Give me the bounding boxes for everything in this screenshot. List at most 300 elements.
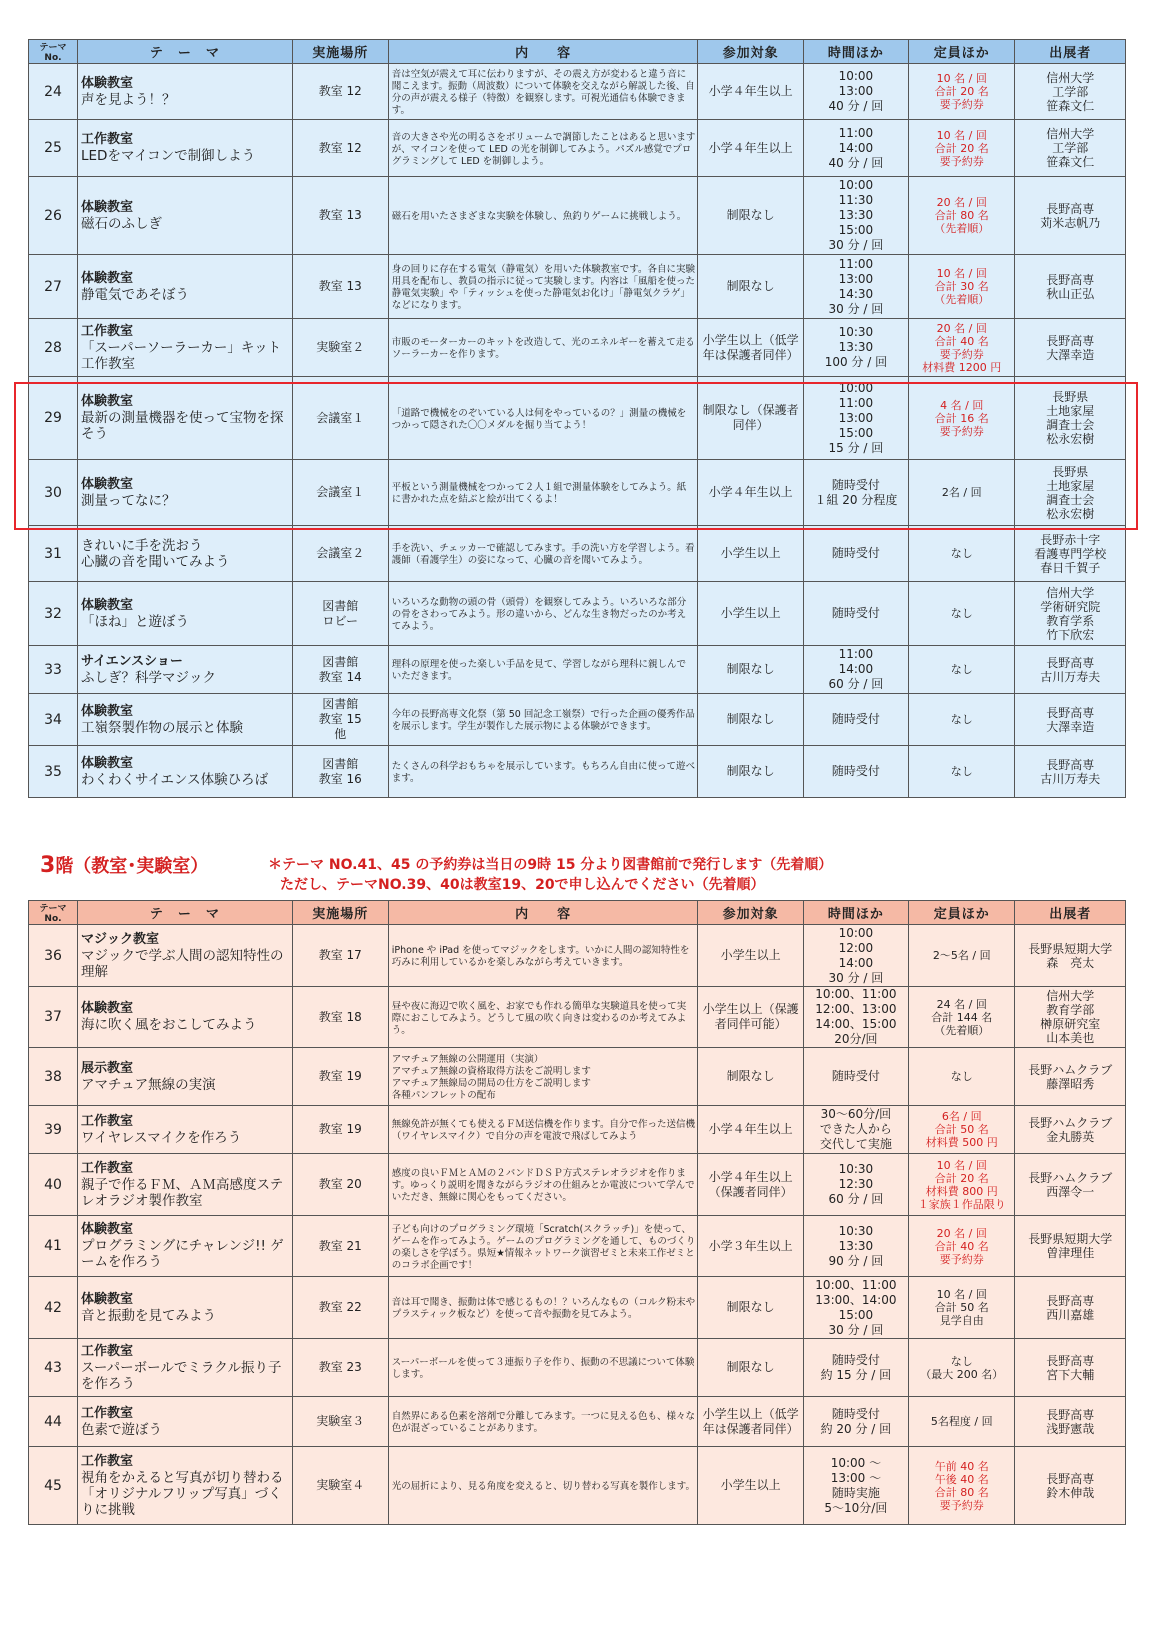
organizer-cell [1015,1339,1126,1397]
theme-category: マジック教室 [81,931,160,947]
time-line: 13:00 [838,84,874,98]
place-cell: 会議室１ [292,460,388,526]
organizer-cell [1015,377,1126,460]
theme-title: 静電気であそぼう [81,286,189,303]
capacity-line: 合計 50 名 [934,1301,989,1314]
theme-cell [78,582,293,646]
time-cell [803,694,908,746]
theme-category: 体験教室 [81,476,134,492]
theme-category: 工作教室 [81,1113,134,1129]
organizer-cell [1015,120,1126,177]
place-cell: 図書館 教室 16 [292,746,388,798]
capacity-line: 5名程度 / 回 [930,1415,993,1428]
organizer-cell [1015,1216,1126,1277]
theme-title: 声を見よう！？ [81,91,176,108]
theme-cell [78,1447,293,1525]
capacity-line: 合計 40 名 [934,334,989,348]
organizer-line: 学術研究院 [1040,599,1101,614]
time-line: 30 分 / 回 [828,238,884,252]
theme-cell [78,255,293,319]
table-row [29,1447,1126,1525]
time-line: 11:00 [838,647,874,661]
reservation-note-2: ただし、テーマNO.39、40は教室19、20で申し込んでください（先着順） [280,877,765,893]
time-line: 14:00 [838,140,874,155]
time-line: 10:00、11:00 [815,987,897,1001]
theme-title: スーパーボールでミラクル振り子を作ろう [81,1359,282,1392]
description-cell: 手を洗い、チェッカーで確認してみます。手の洗い方を学習しよう。看護師（看護学生）の姿になって、心臓の音を聞いてみよう。 [388,526,698,582]
header-target: 参加対象 [698,40,803,64]
target-cell: 制限なし [698,255,803,319]
capacity-line: なし [950,1070,973,1083]
capacity-cell [909,925,1015,987]
place-cell: 教室 21 [292,1216,388,1277]
capacity-line: 合計 20 名 [934,141,989,155]
organizer-line: 笹森文仁 [1046,98,1095,113]
theme-category: 体験教室 [81,199,134,215]
time-line: 30 分 / 回 [828,970,884,985]
target-cell: 小学生以上（保護者同伴可能） [698,987,803,1048]
organizer-line: 信州大学 [1046,585,1095,600]
capacity-cell [909,377,1015,460]
organizer-line: 長野高専 [1046,757,1095,772]
table-row [29,1154,1126,1216]
target-cell: 制限なし [698,177,803,255]
theme-category: サイエンスショー [81,653,183,669]
capacity-line: 要予約券 [939,1498,984,1512]
organizer-line: 工学部 [1052,141,1089,155]
theme-category: 工作教室 [81,323,134,339]
theme-category: 体験教室 [81,75,134,91]
description-cell: 理科の原理を使った楽しい手品を見て、学習しながら理科に親しんでいただきます。 [388,646,698,694]
place-cell: 教室 12 [292,120,388,177]
capacity-line: 合計 40 名 [934,1239,989,1253]
time-line: 15:00 [838,223,874,237]
description-cell: 市販のモーターカーのキットを改造して、光のエネルギーを蓄えて走るソーラーカーを作ります。 [388,319,698,377]
theme-cell [78,177,293,255]
organizer-cell [1015,1277,1126,1339]
target-cell: 小学生以上 [698,925,803,987]
organizer-line: 鈴木伸哉 [1046,1485,1095,1500]
theme-title: 最新の測量機器を使って宝物を探そう [81,410,284,442]
capacity-line: 材料費 800 円 [925,1184,998,1198]
table-row [29,255,1126,319]
theme-number: 38 [29,1048,78,1106]
theme-category: 展示教室 [81,1060,134,1076]
time-cell [803,120,908,177]
organizer-cell [1015,64,1126,120]
time-cell [803,460,908,526]
theme-cell [78,1154,293,1216]
time-cell [803,925,908,987]
capacity-line: 4 名 / 回 [940,398,984,412]
capacity-cell [909,1154,1015,1216]
place-cell: 実験室２ [292,319,388,377]
header-org: 出展者 [1015,901,1126,925]
organizer-line: 浅野憲哉 [1046,1421,1095,1436]
theme-number: 29 [29,377,78,460]
target-cell: 小学生以上（低学年は保護者同伴） [698,1397,803,1447]
time-cell [803,377,908,460]
time-cell [803,646,908,694]
theme-cell [78,1216,293,1277]
organizer-line: 長野ハムクラブ [1028,1062,1113,1077]
theme-number: 35 [29,746,78,798]
table-row [29,925,1126,987]
time-line: 14:00 [838,955,874,970]
organizer-cell [1015,1048,1126,1106]
time-cell [803,746,908,798]
theme-category: 工作教室 [81,1405,134,1421]
organizer-line: 長野県 [1052,464,1089,479]
organizer-line: 長野高専 [1046,201,1095,216]
organizer-line: 信州大学 [1046,989,1095,1003]
capacity-cell [909,1339,1015,1397]
capacity-cell [909,646,1015,694]
time-line: 10:30 [838,1223,874,1238]
theme-number: 31 [29,526,78,582]
organizer-line: 宮下大輔 [1046,1367,1095,1382]
table-row [29,582,1126,646]
organizer-line: 榊原研究室 [1040,1017,1101,1031]
capacity-line: 合計 80 名 [934,209,989,222]
organizer-line: 教育学系 [1046,613,1095,628]
description-cell: 音は空気が震えて耳に伝わりますが、その震え方が変わると違う音に聞こえます。振動（周波数）について体験を交えながら解説した後、自分の声が震える様子（特徴）を観察します。可視光通信も体験できます。 [388,64,698,120]
time-line: 13:30 [838,1238,874,1253]
time-cell [803,1216,908,1277]
capacity-line: 10 名 / 回 [936,128,987,142]
time-line: 100 分 / 回 [824,355,888,369]
place-cell: 図書館 教室 14 [292,646,388,694]
time-line: 60 分 / 回 [828,677,884,691]
theme-cell [78,460,293,526]
capacity-line: １家族１作品限り [917,1197,1006,1211]
table-row [29,1339,1126,1397]
description-cell: 今年の長野高専文化祭（第 50 回記念工嶺祭）で行った企画の優秀作品を展示します。学生が製作した展示物による体験ができます。 [388,694,698,746]
capacity-cell [909,582,1015,646]
time-line: 30 分 / 回 [828,301,884,316]
theme-title: 音と振動を見てみよう [81,1307,216,1324]
time-line: 13:30 [838,340,874,354]
capacity-line: 10 名 / 回 [936,1158,987,1172]
theme-category: 工作教室 [81,132,134,147]
theme-number: 43 [29,1339,78,1397]
theme-title: 海に吹く風をおこしてみよう [81,1017,257,1033]
organizer-line: 長野高専 [1046,1407,1095,1422]
theme-cell [78,1106,293,1154]
time-line: 随時受付 [831,1352,880,1367]
capacity-line: なし [950,663,973,676]
time-cell [803,177,908,255]
target-cell: 小学生以上 [698,582,803,646]
organizer-line: 笹森文仁 [1046,155,1095,169]
theme-cell [78,646,293,694]
theme-number: 28 [29,319,78,377]
time-cell [803,1277,908,1339]
organizer-line: 長野ハムクラブ [1028,1115,1113,1130]
place-cell: 教室 18 [292,987,388,1048]
table-row [29,1216,1126,1277]
table-header-row [29,901,1126,925]
theme-number: 32 [29,582,78,646]
organizer-line: 古川万寿夫 [1040,771,1101,786]
time-line: 約 15 分 / 回 [820,1367,892,1382]
description-cell: いろいろな動物の頭の骨（頭骨）を観察してみよう。いろいろな部分の骨をさわってみよう。形の違いから、どんな生き物だったのか考えてみよう。 [388,582,698,646]
organizer-cell [1015,746,1126,798]
theme-cell [78,925,293,987]
place-cell: 教室 17 [292,925,388,987]
theme-cell [78,1339,293,1397]
place-cell: 教室 22 [292,1277,388,1339]
capacity-line: （先着順） [934,293,990,306]
organizer-cell [1015,255,1126,319]
capacity-line: 合計 50 名 [934,1123,989,1136]
target-cell: 小学４年生以上（保護者同伴） [698,1154,803,1216]
capacity-cell [909,1447,1015,1525]
capacity-line: なし [950,1354,973,1368]
organizer-line: 春日千賀子 [1040,560,1101,575]
description-cell: 「道路で機械をのぞいている人は何をやっているの？」測量の機械をつかって隠された〇〇メダルを掘り当てよう！ [388,377,698,460]
time-line: 30～60分/回 [820,1107,892,1121]
theme-title: 色素で遊ぼう [81,1421,162,1438]
organizer-line: 松永宏樹 [1046,432,1095,446]
capacity-cell [909,526,1015,582]
capacity-cell [909,1106,1015,1154]
time-line: 11:00 [838,395,874,410]
theme-category: 体験教室 [81,1001,134,1016]
time-line: 13:00 ～ [830,1470,882,1485]
organizer-line: 教育学部 [1046,1003,1095,1017]
theme-cell [78,1048,293,1106]
capacity-line: 合計 20 名 [934,1171,989,1185]
section-floor-label: 階（教室･実験室） [55,856,209,877]
organizer-line: 長野高専 [1046,1353,1095,1368]
organizer-cell [1015,987,1126,1048]
table-row [29,319,1126,377]
theme-cell [78,120,293,177]
theme-number: 39 [29,1106,78,1154]
capacity-cell [909,64,1015,120]
organizer-line: 調査士会 [1046,492,1095,507]
time-cell [803,582,908,646]
organizer-line: 大澤幸造 [1046,719,1095,734]
description-cell: 音の大きさや光の明るさをボリュームで調節したことはあると思いますが、マイコンを使って LED の光を制御してみよう。パズル感覚でプログラミングして LED を制御しよう。 [388,120,698,177]
time-cell [803,1106,908,1154]
description-cell: 身の回りに存在する電気（静電気）を用いた体験教室です。各自に実験用具を配布し、教員の指示に従って実験します。内容は「風船を使った静電気実験」や「ティッシュを使った静電気お化け」「静電気クラゲ」などになります。 [388,255,698,319]
time-line: 15:00 [838,425,874,440]
organizer-cell [1015,925,1126,987]
organizer-line: 土地家屋 [1046,478,1095,493]
time-line: 随時受付 [831,546,880,560]
time-cell [803,64,908,120]
time-cell [803,319,908,377]
capacity-cell [909,1277,1015,1339]
organizer-line: 長野高専 [1046,333,1095,348]
header-capacity: 定員ほか [909,901,1015,925]
table-row [29,1397,1126,1447]
theme-number: 42 [29,1277,78,1339]
theme-cell [78,694,293,746]
capacity-line: なし [950,713,973,726]
place-cell: 実験室３ [292,1397,388,1447]
organizer-line: 金丸勝英 [1046,1129,1095,1144]
header-desc: 内 容 [388,901,698,925]
capacity-cell [909,1216,1015,1277]
table-row [29,746,1126,798]
header-place: 実施場所 [292,40,388,64]
description-cell: 音は耳で聞き、振動は体で感じるもの！？いろんなもの（コルク粉末やプラスティック板など）を使って音や振動を見てみよう。 [388,1277,698,1339]
capacity-line: 10 名 / 回 [936,267,987,280]
organizer-line: 長野県短期大学 [1028,941,1113,956]
capacity-cell [909,460,1015,526]
theme-category: 体験教室 [81,270,134,286]
capacity-line: （最大 200 名） [920,1367,1004,1381]
capacity-cell [909,177,1015,255]
target-cell: 小学生以上 [698,526,803,582]
time-line: 随時受付 [831,1406,880,1421]
time-line: 12:30 [838,1177,874,1191]
organizer-line: 長野高専 [1046,1293,1095,1308]
table-row [29,526,1126,582]
theme-category: 体験教室 [81,394,134,409]
theme-title: マジックで学ぶ人間の認知特性の理解 [81,947,284,980]
organizer-line: 長野高専 [1046,272,1095,287]
organizer-cell [1015,526,1126,582]
description-cell: スーパーボールを使って３連振り子を作り、振動の不思議について体験します。 [388,1339,698,1397]
theme-title: 「ほね」と遊ぼう [81,613,189,630]
theme-title: 測量ってなに？ [81,492,176,509]
organizer-line: 秋山正弘 [1046,286,1095,301]
capacity-line: 合計 144 名 [931,1010,993,1024]
time-line: 随時実施 [831,1485,880,1500]
organizer-cell [1015,646,1126,694]
table-row [29,177,1126,255]
capacity-cell [909,120,1015,177]
capacity-cell [909,1048,1015,1106]
theme-cell [78,1397,293,1447]
organizer-line: 長野ハムクラブ [1028,1170,1113,1185]
organizer-line: 信州大学 [1046,70,1095,85]
time-line: 随時受付 [831,712,880,726]
theme-number: 37 [29,987,78,1048]
theme-title: LEDをマイコンで制御しよう [81,148,256,164]
theme-category: 工作教室 [81,1343,134,1359]
organizer-cell [1015,582,1126,646]
target-cell: 制限なし [698,1048,803,1106]
capacity-line: 材料費 500 円 [925,1136,998,1149]
capacity-cell [909,255,1015,319]
table-row [29,120,1126,177]
time-line: 15 分 / 回 [828,440,884,455]
organizer-line: 土地家屋 [1046,404,1095,418]
theme-category: 体験教室 [81,755,134,771]
organizer-line: 長野県短期大学 [1028,1232,1113,1246]
capacity-line: 合計 20 名 [934,85,989,98]
time-line: 交代して実施 [819,1137,892,1151]
time-line: 15:00 [838,1307,874,1322]
organizer-line: 山本美也 [1046,1031,1095,1045]
theme-category: 体験教室 [81,1222,134,1237]
target-cell: 制限なし [698,746,803,798]
place-cell: 教室 20 [292,1154,388,1216]
capacity-line: 材料費 1200 円 [922,360,1002,374]
time-line: 13:00 [838,410,874,425]
target-cell: 制限なし（保護者同伴） [698,377,803,460]
program-table-1 [28,39,1126,798]
time-line: 10:00 [838,380,874,395]
theme-title: きれいに手を洗おう 心臓の音を聞いてみよう [81,537,230,570]
capacity-line: （先着順） [934,222,990,235]
time-line: 11:00 [838,125,874,140]
description-cell: 無線免許が無くても使えるＦＭ送信機を作ります。自分で作った送信機（ワイヤレスマイク）で自分の声を電波で飛ばしてみよう [388,1106,698,1154]
table-row [29,460,1126,526]
theme-title: 工嶺祭製作物の展示と体験 [81,719,243,736]
target-cell: 小学３年生以上 [698,1216,803,1277]
place-cell: 実験室４ [292,1447,388,1525]
time-line: 10:00 [838,925,874,940]
time-cell [803,1048,908,1106]
time-line: 5～10分/回 [824,1500,888,1515]
header-time: 時間ほか [803,901,908,925]
time-line: できた人から [819,1122,892,1136]
organizer-line: 大澤幸造 [1046,347,1095,362]
header-no: テーマNo. [29,40,78,64]
capacity-line: 要予約券 [939,1252,984,1266]
organizer-line: 長野赤十字 [1040,532,1101,547]
capacity-line: 合計 16 名 [934,411,989,425]
organizer-line: 信州大学 [1046,127,1095,141]
time-line: 10:00 [838,69,874,83]
capacity-line: 10 名 / 回 [936,72,987,85]
time-line: 約 20 分 / 回 [820,1421,892,1436]
capacity-line: 要予約券 [939,347,984,361]
time-line: 14:30 [838,286,874,301]
header-org: 出展者 [1015,40,1126,64]
time-line: 30 分 / 回 [828,1322,884,1337]
theme-cell [78,319,293,377]
capacity-line: 10 名 / 回 [936,1288,987,1301]
time-cell [803,255,908,319]
organizer-cell [1015,1447,1126,1525]
time-line: 随時受付 [831,606,880,620]
place-cell: 会議室１ [292,377,388,460]
theme-category: 体験教室 [81,703,134,719]
theme-number: 25 [29,120,78,177]
table-row [29,1277,1126,1339]
theme-number: 41 [29,1216,78,1277]
organizer-line: 曽津理佳 [1046,1246,1095,1260]
place-cell: 教室 23 [292,1339,388,1397]
time-cell [803,987,908,1048]
organizer-line: 西川嘉雄 [1046,1307,1095,1322]
theme-cell [78,746,293,798]
time-line: 随時受付 [831,1069,880,1083]
theme-cell [78,526,293,582]
header-time: 時間ほか [803,40,908,64]
capacity-line: 2名 / 回 [941,486,982,499]
target-cell: 小学４年生以上 [698,460,803,526]
section-floor-number: 3 [40,853,56,878]
capacity-cell [909,987,1015,1048]
theme-number: 30 [29,460,78,526]
time-line: 40 分 / 回 [828,99,884,113]
description-cell: 子ども向けのプログラミング環境「Scratch(スクラッチ)」を使って、ゲームを作ってみよう。ゲームのプログラミングを通して、ものづくりの楽しさを学ぼう。県短★情報ネットワーク演習ゼミと未来工作ゼミとのコラボ企画です！ [388,1216,698,1277]
table-row [29,1106,1126,1154]
organizer-cell [1015,694,1126,746]
place-cell: 教室 19 [292,1048,388,1106]
target-cell: 小学生以上（低学年は保護者同伴） [698,319,803,377]
header-theme: テ ー マ [78,40,293,64]
capacity-cell [909,1397,1015,1447]
